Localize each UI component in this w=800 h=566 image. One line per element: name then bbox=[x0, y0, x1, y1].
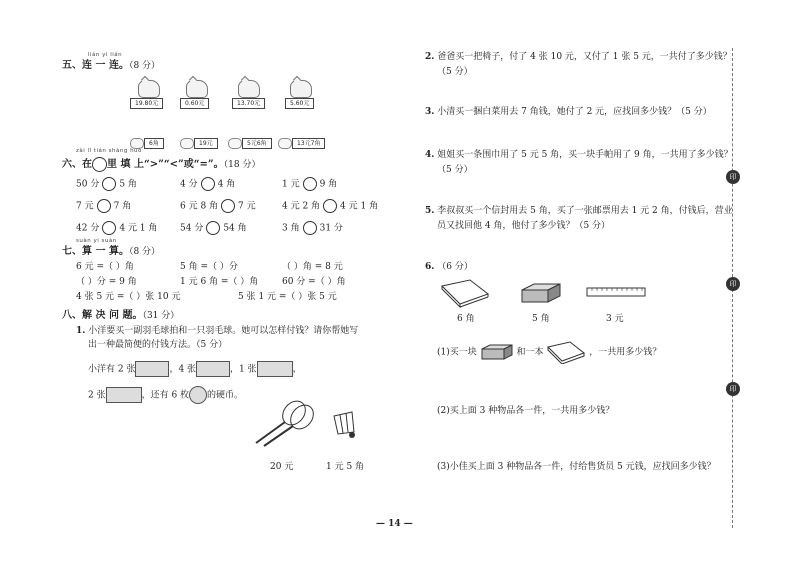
ruler-icon bbox=[586, 286, 646, 298]
calc-2-1: （ ）分 = 9 角 bbox=[76, 277, 137, 287]
shuttle-price: 1 元 5 角 bbox=[326, 462, 365, 472]
binding-seal-icon: 印 bbox=[726, 277, 740, 291]
q5-line1: 5. 李叔叔买一个信封用去 5 角，买了一张邮票用去 1 元 2 角，付钱后，营业 bbox=[425, 206, 733, 216]
compare-blank[interactable] bbox=[303, 221, 317, 235]
s6-pinyin: zài lǐ tián shàng huò bbox=[76, 148, 142, 154]
banknote-icon bbox=[257, 361, 293, 377]
calc-1-2: 5 角 =（ ）分 bbox=[180, 262, 238, 272]
q2-line2: （5 分） bbox=[437, 67, 473, 77]
notebook-icon bbox=[546, 340, 586, 364]
price-tag-2: 0.60元 bbox=[180, 98, 209, 109]
q4-line2: （5 分） bbox=[437, 165, 473, 175]
price-tag-4: 5.60元 bbox=[285, 98, 314, 109]
s8-num: 八、 bbox=[62, 310, 82, 321]
notebook-price: 6 角 bbox=[457, 314, 475, 324]
pig-label-3: 5元6角 bbox=[242, 138, 272, 149]
q1-line2: 出一种最简便的付钱方法。（5 分） bbox=[88, 340, 228, 350]
compare-blank[interactable] bbox=[303, 177, 317, 191]
binding-seal-icon: 印 bbox=[726, 382, 740, 396]
banknote-icon bbox=[106, 387, 142, 403]
q4-line1: 4. 姐姐买一条围巾用了 5 元 5 角，买一块手帕用了 9 角，一共用了多少钱？ bbox=[425, 150, 733, 160]
cmp-2-1: 7 元 7 角 bbox=[76, 199, 131, 213]
cmp-3-2: 54 分 54 角 bbox=[180, 221, 247, 235]
piggy-bank-icon bbox=[290, 80, 312, 98]
q5-line2: 员又找回他 4 角，他付了多少钱？（5 分） bbox=[437, 221, 611, 231]
s6-post: 里 填 上“>”“<”或“=”。 bbox=[107, 159, 224, 170]
racket-price: 20 元 bbox=[270, 462, 294, 472]
cmp-2-2: 6 元 8 角 7 元 bbox=[180, 199, 256, 213]
q3-line: 3. 小清买一捆白菜用去 7 角钱，她付了 2 元，应找回多少钱？（5 分） bbox=[425, 107, 712, 117]
cmp-2-3: 4 元 2 角 4 元 1 角 bbox=[282, 199, 378, 213]
notebook-icon bbox=[440, 278, 490, 308]
pig-label-1: 6角 bbox=[144, 138, 164, 149]
calc-3-2: 5 张 1 元 =（ ）张 5 元 bbox=[238, 292, 337, 302]
calc-2-3: 60 分 =（ ）角 bbox=[282, 277, 346, 287]
s5-pinyin: lián yi lián bbox=[88, 52, 123, 58]
badminton-racket-icon bbox=[252, 398, 314, 448]
small-pig-icon bbox=[180, 138, 194, 149]
banknote-icon bbox=[196, 361, 230, 377]
ruler-price: 3 元 bbox=[606, 314, 624, 324]
q2-line1: 2. 爸爸买一把椅子，付了 4 张 10 元，又付了 1 张 5 元，一共付了多少钱？ bbox=[425, 52, 732, 62]
s7-num: 七、 bbox=[62, 246, 82, 257]
shuttlecock-icon bbox=[328, 410, 362, 440]
q6-sub1: (1)买一块 和一本 ，一共用多少钱？ bbox=[437, 340, 661, 364]
s5-heading bbox=[62, 60, 160, 72]
s5-num: 五、 bbox=[62, 60, 82, 71]
pig-label-2: 19元 bbox=[194, 138, 218, 149]
eraser-icon bbox=[480, 343, 514, 361]
s8-title: 解 决 问 题。 bbox=[82, 310, 143, 321]
price-tag-3: 13.70元 bbox=[232, 98, 265, 109]
price-tag-1: 19.80元 bbox=[130, 98, 163, 109]
q1-line1: 1. 小洋要买一副羽毛球拍和一只羽毛球。她可以怎样付钱？请你帮她写 bbox=[76, 326, 359, 336]
calc-1-1: 6 元 =（ ）角 bbox=[76, 262, 134, 272]
s7-title: 算 一 算。 bbox=[82, 246, 129, 257]
compare-blank[interactable] bbox=[102, 221, 116, 235]
compare-blank[interactable] bbox=[206, 221, 220, 235]
s7-pinyin: suàn yi suàn bbox=[76, 238, 117, 244]
cmp-1-1: 50 分 5 角 bbox=[76, 177, 137, 191]
s6-num: 六、 bbox=[62, 159, 82, 170]
page-number: — 14 — bbox=[376, 519, 413, 529]
calc-2-2: 1 元 6 角 =（ ）角 bbox=[180, 277, 259, 287]
s7-score: （8 分） bbox=[128, 247, 161, 257]
s6-heading bbox=[62, 157, 260, 172]
q1-money-line2: 2 张 ，还有 6 枚 的硬币。 bbox=[88, 386, 243, 404]
q6-sub2: (2)买上面 3 种物品各一件，一共用多少钱？ bbox=[437, 406, 615, 416]
piggy-bank-icon bbox=[238, 80, 260, 98]
calc-1-3: （ ）角 = 8 元 bbox=[282, 262, 343, 272]
s6-score: （18 分） bbox=[223, 160, 261, 170]
compare-blank[interactable] bbox=[97, 199, 111, 213]
compare-blank[interactable] bbox=[221, 199, 235, 213]
blank-circle bbox=[92, 157, 107, 172]
binding-seal-icon: 印 bbox=[726, 170, 740, 184]
coin-icon bbox=[189, 386, 207, 404]
s5-score: （8 分） bbox=[128, 61, 161, 71]
s8-score: （31 分） bbox=[142, 311, 180, 321]
small-pig-icon bbox=[278, 138, 292, 149]
q6-heading: 6. （6 分） bbox=[425, 262, 473, 272]
q1-money-line1: 小洋有 2 张 ，4 张 ，1 张 ， bbox=[88, 361, 302, 377]
s5-title: 连 一 连。 bbox=[82, 60, 129, 71]
piggy-bank-icon bbox=[138, 80, 160, 98]
pig-label-4: 13元7角 bbox=[292, 138, 325, 149]
small-pig-icon bbox=[228, 138, 242, 149]
cmp-1-2: 4 分 4 角 bbox=[180, 177, 235, 191]
cmp-3-3: 3 角 31 分 bbox=[282, 221, 343, 235]
compare-blank[interactable] bbox=[102, 177, 116, 191]
s7-heading bbox=[62, 246, 160, 258]
cmp-1-3: 1 元 9 角 bbox=[282, 177, 337, 191]
banknote-icon bbox=[135, 361, 169, 377]
eraser-icon bbox=[520, 282, 562, 306]
compare-blank[interactable] bbox=[201, 177, 215, 191]
cmp-3-1: 42 分 4 元 1 角 bbox=[76, 221, 157, 235]
s8-heading bbox=[62, 310, 179, 322]
calc-3-1: 4 张 5 元 =（ ）张 10 元 bbox=[76, 292, 181, 302]
q6-sub3: (3)小佳买上面 3 种物品各一件，付给售货员 5 元钱，应找回多少钱？ bbox=[437, 462, 716, 472]
s6-pre: 在 bbox=[82, 159, 92, 170]
piggy-bank-icon bbox=[186, 80, 208, 98]
eraser-price: 5 角 bbox=[532, 314, 550, 324]
compare-blank[interactable] bbox=[323, 199, 337, 213]
